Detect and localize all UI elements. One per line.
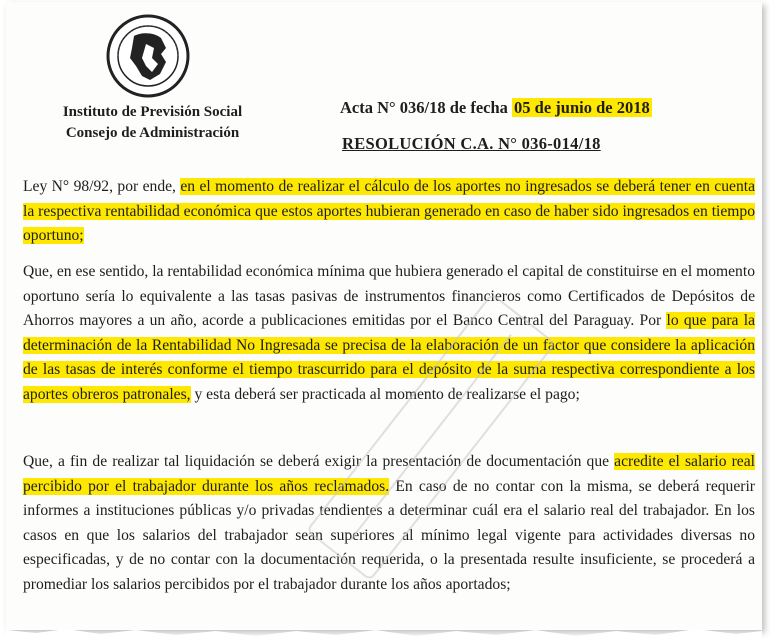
paragraph-3-text: Que, a fin de realizar tal liquidación se deberá exigir la presentación de documentación que	[23, 453, 615, 470]
acta-line	[340, 98, 652, 118]
acta-date: 05 de junio de 2018	[514, 98, 650, 117]
paragraph-2-highlight: lo que para la determinación de la Rentabilidad No Ingresada se precisa de la elaboración de un factor que considere la aplicación de las tasas de interés conforme el tiempo trascurrido para el depósito de la suma respectiva correspondiente a los aportes obreros patronales,	[23, 312, 755, 403]
paragraph-3-highlight: acredite el salario real percibido por el trabajador durante los años reclamados.	[23, 453, 755, 495]
resolution-number: RESOLUCIÓN C.A. N° 036-014/18	[342, 134, 601, 153]
document-page	[6, 2, 762, 630]
institution-seal-logo	[106, 14, 190, 98]
paragraph-2-tail: y esta deberá ser practicada al momento de realizarse el pago;	[190, 385, 580, 403]
paragraph-2-text: Que, en ese sentido, la rentabilidad económica mínima que hubiera generado el capital de constituirse en el momento oportuno sería lo equivalente a las tasas pasivas de instrumentos financieros como Certificados de Depósitos de Ahorros mayores a un año, acorde a publicaciones emitidas por el Banco Central del Paraguay. Por	[23, 263, 755, 329]
paragraph-1-highlight: en el momento de realizar el cálculo de los aportes no ingresados se deberá tener en cuenta la respectiva rentabilidad económica que estos aportes hubieran generado en caso de haber sido ingresados en tiempo oportuno;	[23, 178, 755, 244]
paragraph-2	[23, 260, 755, 407]
paragraph-1-text: Ley N° 98/92, por ende,	[23, 178, 181, 195]
paragraph-1	[23, 175, 755, 249]
institution-name	[50, 102, 255, 144]
paragraph-3	[23, 450, 755, 597]
acta-prefix: Acta N° 036/18 de fecha	[340, 98, 513, 117]
institution-line-2: Consejo de Administración	[65, 125, 240, 141]
paragraph-3-tail: En caso de no contar con la misma, se deberá requerir informes a instituciones públicas y/o privadas tendientes a determinar cuál era el salario real del trabajador. En los casos en que los salarios del trabajador sean superiores al mínimo legal vigente para actividades diversas no especificadas, y de no contar con la documentación requerida, o la presentada resulte insuficiente, se procederá a promediar los salarios percibidos por el trabajador durante los años aportados;	[23, 477, 755, 593]
institution-line-1: Instituto de Previsión Social	[62, 104, 243, 120]
